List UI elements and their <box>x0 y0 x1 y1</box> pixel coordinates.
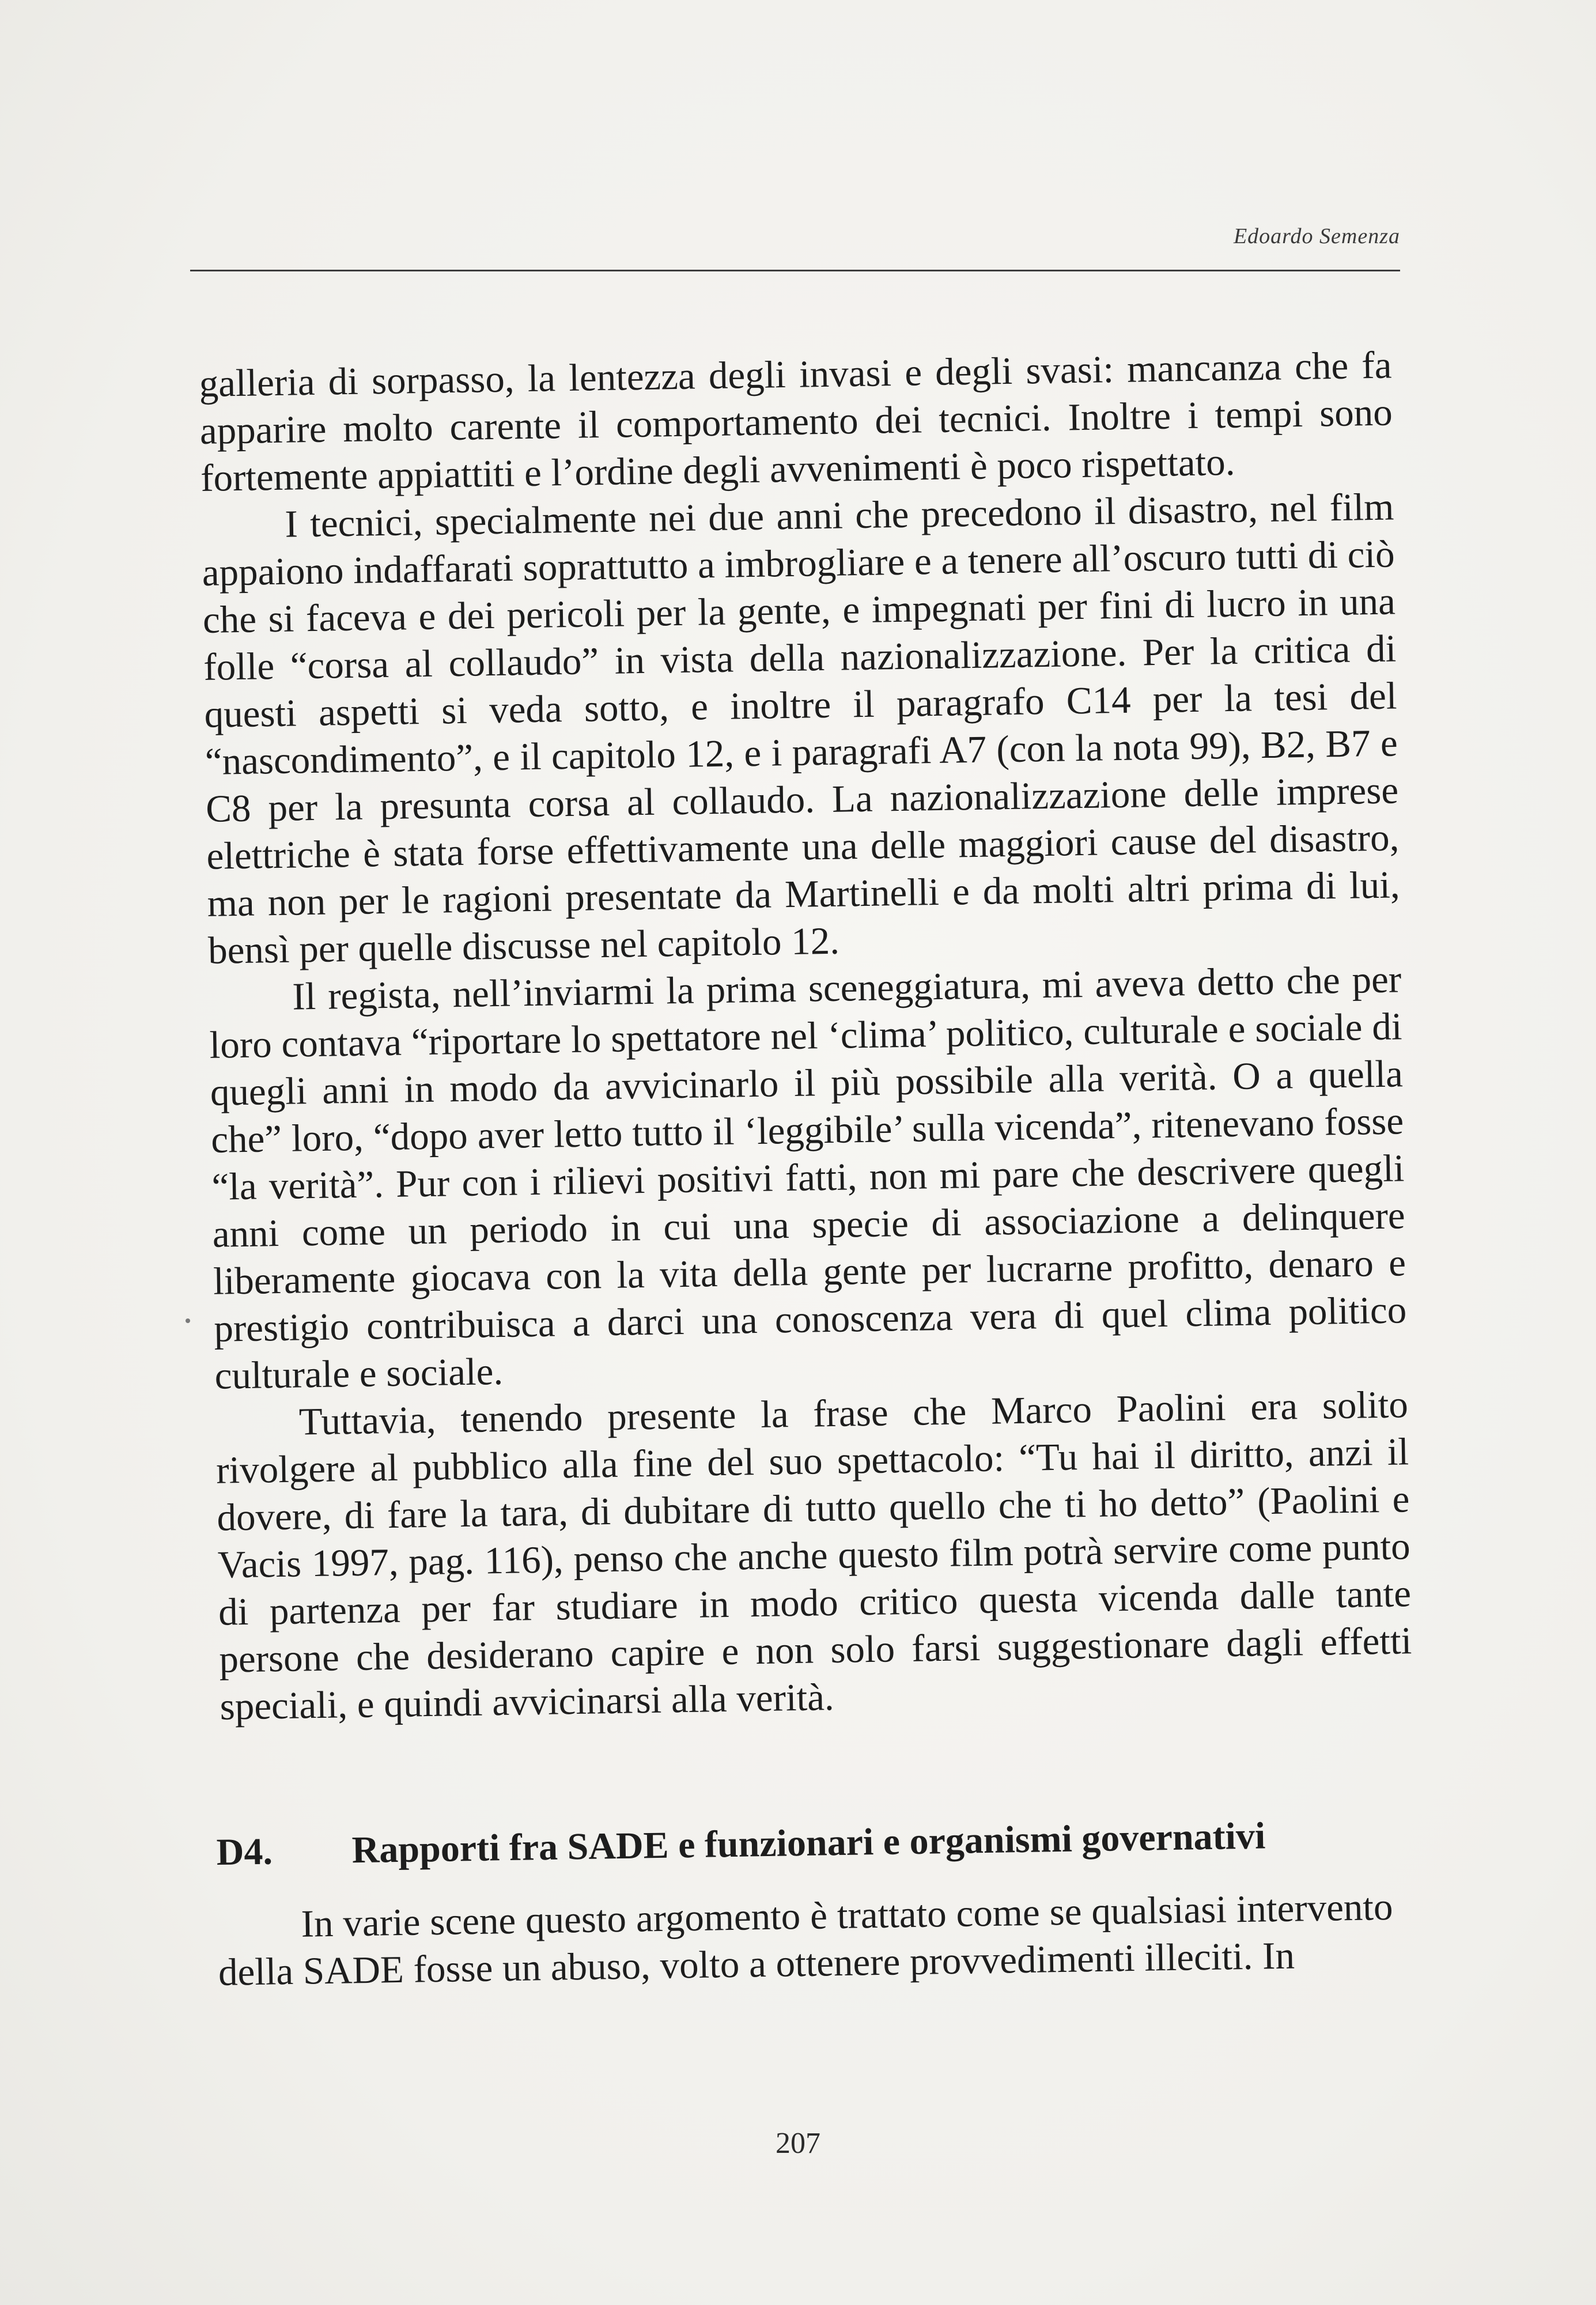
header-rule <box>190 270 1400 271</box>
section-d4 <box>216 1808 1394 1996</box>
section-heading <box>216 1808 1392 1879</box>
section-number: D4. <box>216 1830 273 1873</box>
paragraph: Tuttavia, tenendo presente la frase che Marco Paolini era solito rivolgere al pubblico alla fine del suo spettacolo: “Tu hai il diritto, anzi il dovere, di fare la tara, di dubitare di tutto quello che ti ho detto” (Paolini e Vacis 1997, pag. 116), penso che anche questo film potrà servire come punto di partenza per far studiare in modo critico questa vicenda dalle tante persone che desiderano capire e non solo farsi suggestionare dagli effetti speciali, e quindi avvicinarsi alla verità. <box>215 1383 1412 1728</box>
paragraph: I tecnici, specialmente nei due anni che precedono il disastro, nel film appaiono indaffarati soprattutto a imbrogliare e a tenere all’oscuro tutti di ciò che si faceva e dei pericoli per la gente, e impegnati per fini di lucro in una folle “corsa al collaudo” in vista della nazionalizzazione. Per la critica di questi aspetti si veda sotto, e inoltre il paragrafo C14 per la tesi del “nascondimento”, e il capitolo 12, e i paragrafi A7 (con la nota 99), B2, B7 e C8 per la presunta corsa al collaudo. La nazionalizzazione delle imprese elettriche è stata forse effettivamente una delle maggiori cause del disastro, ma non per le ragioni presentate da Martinelli e da molti altri prima di lui, bensì per quelle discusse nel capitolo 12. <box>202 485 1401 972</box>
paragraph: Il regista, nell’inviarmi la prima sceneggiatura, mi aveva detto che per loro contava “riportare lo spettatore nel ‘clima’ politico, culturale e sociale di quegli anni in modo da avvicinarlo il più possibile alla verità. O a quella che” loro, “dopo aver letto tutto il ‘leggibile’ sulla vicenda”, ritenevano fosse “la verità”. Pur con i rilievi positivi fatti, non mi pare che descrivere quegli anni come un periodo in cui una specie di associazione a delinquere liberamente giocava con la vita della gente per lucrarne profitto, denaro e prestigio contribuisca a darci una conoscenza vera di quel clima politico culturale e sociale. <box>209 958 1407 1397</box>
paragraph: In varie scene questo argomento è trattato come se qualsiasi intervento della SADE fosse un abuso, volto a ottenere provvedimenti illeciti. In <box>218 1885 1394 1994</box>
section-title: Rapporti fra SADE e funzionari e organismi governativi <box>351 1815 1266 1872</box>
paragraph: galleria di sorpasso, la lentezza degli invasi e degli svasi: mancanza che fa apparire molto carente il comportamento dei tecnici. Inoltre i tempi sono fortemente appiattiti e l’ordine degli avvenimenti è poco rispettato. <box>199 343 1393 500</box>
margin-mark <box>186 1318 190 1323</box>
running-head: Edoardo Semenza <box>1233 224 1400 248</box>
body-text <box>199 341 1413 1730</box>
page-number: 207 <box>776 2127 820 2160</box>
